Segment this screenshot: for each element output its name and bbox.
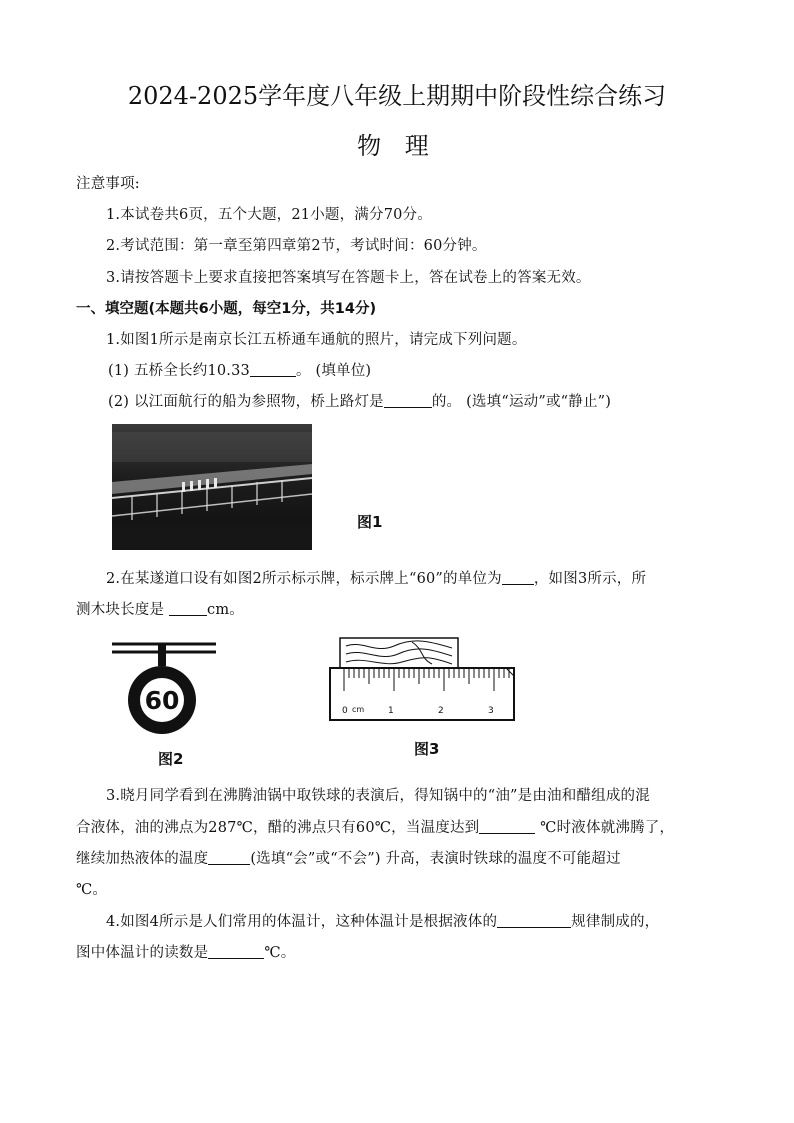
q3-text-2: 合液体，油的沸点为287℃，醋的沸点只有60℃，当温度达到 (76, 820, 480, 836)
answer-blank[interactable] (208, 944, 264, 959)
answer-blank[interactable] (502, 570, 534, 585)
figure-3-caption: 图3 (414, 740, 440, 758)
q1-part1-text: (1) 五桥全长约10.33 (108, 363, 250, 379)
figure-1-caption: 图1 (357, 513, 383, 531)
question-1-part-2 (108, 390, 611, 411)
section-heading: 一、填空题(本题共6小题，每空1分，共14分) (76, 301, 377, 317)
q1-part2-text: (2) 以江面航行的船为参照物，桥上路灯是 (108, 394, 384, 410)
ruler-label: 3 (488, 706, 494, 716)
q1-part1-suffix: 。 (填单位) (295, 363, 372, 379)
q4-text-b: 规律制成的， (571, 914, 660, 930)
ruler-unit: cm (352, 705, 365, 714)
bridge-photo (112, 424, 312, 550)
note-item: 2.考试范围：第一章至第四章第2节，考试时间：60分钟。 (106, 238, 487, 254)
note-item: 3.请按答题卡上要求直接把答案填写在答题卡上，答在试卷上的答案无效。 (106, 270, 591, 286)
question-3-line-3 (76, 847, 621, 868)
q4-text: 4.如图4所示是人们常用的体温计，这种体温计是根据液体的 (106, 914, 498, 930)
answer-blank[interactable] (497, 913, 571, 928)
ruler-label: 2 (438, 706, 444, 716)
ruler-figure (328, 636, 516, 722)
question-1-part-1 (108, 359, 371, 380)
speed-sign-figure (112, 636, 216, 736)
q3-text-3: 继续加热液体的温度 (76, 851, 209, 867)
speed-sign-number: 60 (144, 686, 180, 715)
question-4-line-2 (76, 941, 295, 962)
q2-unit: cm。 (207, 602, 244, 618)
answer-blank[interactable] (479, 819, 535, 834)
question-4-line-1 (106, 910, 659, 931)
ruler-label: 0 (342, 706, 348, 716)
q4-unit: ℃。 (264, 945, 296, 961)
q4-text-2: 图中体温计的读数是 (76, 945, 209, 961)
q3-text-2b: ℃时液体就沸腾了， (535, 820, 675, 836)
answer-blank[interactable] (250, 362, 296, 377)
q2-text-2: 测木块长度是 (76, 602, 170, 618)
question-2-line-2 (76, 598, 244, 619)
ruler-label: 1 (388, 706, 394, 716)
note-item: 1.本试卷共6页，五个大题，21小题，满分70分。 (106, 207, 432, 223)
question-3-line-2 (76, 816, 674, 837)
answer-blank[interactable] (169, 601, 207, 616)
answer-blank[interactable] (384, 393, 432, 408)
answer-blank[interactable] (208, 850, 250, 865)
question-2-line-1 (106, 567, 646, 588)
q2-text-cont: ，如图3所示，所 (533, 571, 647, 587)
q1-part2-suffix: 的。 (选填“运动”或“静止”) (431, 394, 612, 410)
figure-2-caption: 图2 (158, 750, 184, 768)
q2-text: 2.在某遂道口设有如图2所示标示牌，标示牌上“60”的单位为 (106, 571, 502, 587)
notes-heading: 注意事项: (76, 176, 140, 192)
exam-title: 2024-2025学年度八年级上期期中阶段性综合练习 (127, 82, 667, 110)
question-3-line-1: 3.晓月同学看到在沸腾油锅中取铁球的表演后，得知锅中的“油”是由油和醋组成的混 (106, 788, 650, 804)
q3-text-3b: (选填“会”或“不会”) 升高，表演时铁球的温度不可能超过 (250, 851, 621, 867)
question-1-stem: 1.如图1所示是南京长江五桥通车通航的照片，请完成下列问题。 (106, 332, 527, 348)
question-3-line-4: ℃。 (76, 882, 108, 898)
subject-title: 物 理 (357, 132, 437, 160)
